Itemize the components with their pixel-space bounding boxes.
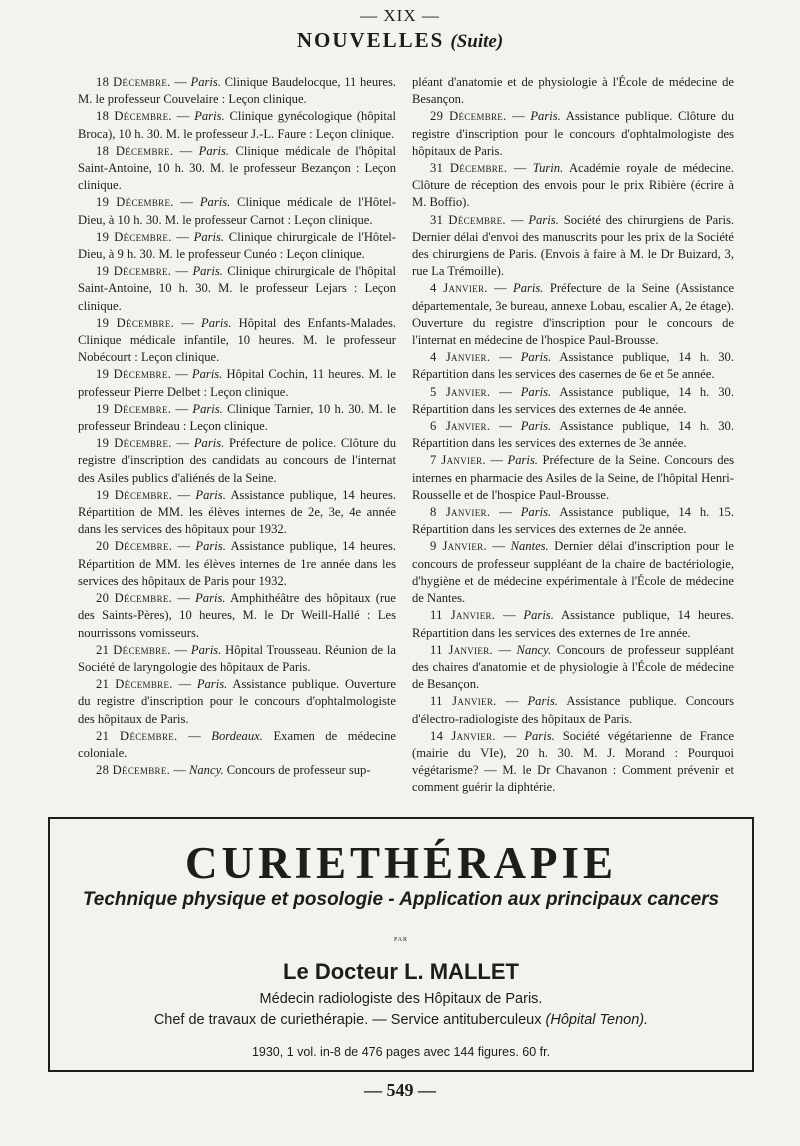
entry-date: 11 Janvier.	[430, 608, 496, 623]
entry-date: 18 Décembre.	[96, 143, 174, 158]
entry-text: Assistance publique, 14 h. 30. Répartition dans les services des casernes de 6e et 5e année.	[412, 350, 734, 382]
entry-date: 6 Janvier.	[430, 419, 491, 434]
entry-city: Paris.	[507, 453, 538, 468]
entry-date: 19 Décembre.	[96, 436, 172, 451]
news-entry: 20 Décembre. — Paris. Assistance publique, 14 heures. Répartition de MM. les élèves internes de 1re année dans les services des hôpitaux de Paris pour 1932.	[78, 539, 396, 588]
news-entry: 21 Décembre. — Bordeaux. Examen de médecine coloniale.	[78, 728, 397, 760]
entry-date: 19 Décembre.	[96, 264, 172, 279]
news-entry: 31 Décembre. — Paris. Société des chirurgiens de Paris. Dernier délai d'envoi des manuscrits pour les prix de la Société des chirurgiens de Paris. (Envois à faire à M. le Dr Buizard, 3, rue La Trémoille).	[412, 212, 734, 279]
entry-date: 31 Décembre.	[430, 212, 506, 227]
news-entry: 19 Décembre. — Paris. Hôpital Cochin, 11 heures. M. le professeur Pierre Delbet : Leçon clinique.	[78, 367, 397, 399]
entry-city: Paris.	[513, 281, 544, 296]
entry-date: 20 Décembre.	[96, 591, 173, 606]
entry-text: Assistance publique, 14 heures. Répartition dans les services des externes de 1re année.	[412, 608, 735, 640]
entry-date: 7 Janvier.	[430, 453, 486, 468]
news-entry: 19 Décembre. — Paris. Hôpital des Enfants-Malades. Clinique médicale infantile, 10 heures. M. le professeur Nobécourt : Leçon clinique.	[78, 315, 397, 365]
news-entry: 4 Janvier. — Paris. Préfecture de la Seine (Assistance départementale, 3e bureau, annexe Lobau, escalier A, 2e étage). Ouverture du registre d'inscription pour le concours de l'internat en médecine de l'hospice Paul-Brousse.	[412, 281, 734, 348]
advert-author-role	[50, 1012, 752, 1028]
section-title-suffix: (Suite)	[450, 31, 504, 52]
news-entry: 20 Décembre. — Paris. Amphithéâtre des hôpitaux (rue des Saints-Pères), 10 heures, M. le Dr Weill-Hallé : Les nourrissons vomisseurs.	[78, 591, 396, 640]
news-entry: 21 Décembre. — Paris. Hôpital Trousseau. Réunion de la Société de laryngologie des hôpitaux de Paris.	[78, 642, 396, 674]
entry-text: Assistance publique, 14 heures. Répartition de MM. les élèves internes de 2e, 3e, 4e année dans les services des hôpitaux pour 1932.	[78, 487, 396, 537]
entry-date: 11 Janvier.	[430, 642, 493, 657]
entry-city: Paris.	[530, 109, 561, 124]
entry-city: Paris.	[192, 401, 223, 416]
entry-text: Assistance publique, 14 heures. Répartition de MM. les élèves internes de 1re année dans les services des hôpitaux de Paris pour 1932.	[78, 539, 396, 588]
advert-par: PAR	[393, 937, 409, 943]
page-header-numeral: — XIX —	[360, 6, 440, 25]
entry-city: Paris.	[191, 367, 223, 382]
news-entry: 11 Janvier. — Nancy. Concours de professeur suppléant des chaires d'anatomie et de physiologie à l'École de médecine de Besançon.	[412, 642, 735, 692]
news-entry: 8 Janvier. — Paris. Assistance publique, 14 h. 15. Répartition dans les services des externes de 2e année.	[412, 505, 734, 537]
news-entry: 14 Janvier. — Paris. Société végétarienne de France (mairie du VIe), 20 h. 30. M. J. Morand : Pourquoi végétarisme? — M. le Dr Chavanon : Comment prévenir et comment guérir la diphtérie.	[412, 728, 734, 795]
news-entry: 11 Janvier. — Paris. Assistance publique. Concours d'électro-radiologiste des hôpitaux de Paris.	[412, 694, 734, 726]
news-entry: 19 Décembre. — Paris. Assistance publique, 14 heures. Répartition de MM. les élèves internes de 2e, 3e, 4e année dans les services des hôpitaux pour 1932.	[78, 487, 396, 537]
entry-text: Préfecture de la Seine (Assistance départementale, 3e bureau, annexe Lobau, escalier A, 2e étage). Ouverture du registre d'inscription pour le concours de l'internat en médecine de l'hospice Paul-Brousse.	[412, 281, 734, 348]
section-title-main: NOUVELLES	[296, 28, 445, 52]
entry-date: 14 Janvier.	[430, 728, 496, 743]
entry-date: 11 Janvier.	[430, 694, 497, 709]
news-entry: 7 Janvier. — Paris. Préfecture de la Seine. Concours des internes en pharmacie des Asiles de la Seine, de l'hôpital Henri-Rousselle et de l'hospice Paul-Brousse.	[412, 453, 735, 502]
entry-city: Nancy.	[516, 642, 552, 657]
entry-text: Clinique gynécologique (hôpital Broca), 10 h. 30. M. le professeur J.-L. Faure : Leçon clinique.	[78, 109, 396, 141]
entry-text: Clinique médicale de l'hôpital Saint-Antoine, 10 h. 30. M. le professeur Bezançon : Leçon clinique.	[78, 143, 397, 193]
entry-city: Paris.	[190, 642, 222, 657]
entry-city: Paris.	[195, 591, 226, 606]
entry-text: Assistance publique. Ouverture du registre d'inscription pour le concours d'ophtalmologiste des hôpitaux de Paris.	[78, 677, 396, 726]
news-entry: 21 Décembre. — Paris. Assistance publique. Ouverture du registre d'inscription pour le concours d'ophtalmologiste des hôpitaux de Paris.	[78, 677, 396, 726]
entry-city: Paris.	[190, 75, 221, 89]
entry-date: 9 Janvier.	[430, 539, 487, 554]
advert-role-hospital: (Hôpital Tenon).	[545, 1012, 649, 1028]
section-title	[0, 28, 800, 53]
entry-date: 8 Janvier.	[430, 505, 491, 520]
entry-date: 19 Décembre.	[96, 367, 172, 382]
entry-date: 19 Décembre.	[96, 401, 172, 416]
advert-author: Le Docteur L. MALLET	[283, 959, 519, 984]
entry-date: 21 Décembre.	[96, 677, 173, 692]
news-entry: 31 Décembre. — Turin. Académie royale de médecine. Clôture de réception des envois pour le prix Ribière (écrire à M. Boffio).	[412, 161, 734, 210]
entry-text: Préfecture de police. Clôture du registre d'inscription des candidats au concours de l'internat des Asiles publics d'aliénés de la Seine.	[78, 436, 397, 485]
entry-text: Clinique chirurgicale de l'Hôtel-Dieu, à 9 h. 30. M. le professeur Cunéo : Leçon clinique.	[78, 229, 397, 262]
entry-city: Paris.	[195, 487, 226, 502]
news-entry: 29 Décembre. — Paris. Assistance publique. Clôture du registre d'inscription pour le concours d'ophtalmologiste des hôpitaux de Paris.	[412, 109, 734, 158]
entry-text: Assistance publique, 14 h. 30. Répartition dans les services des externes de 3e année.	[412, 419, 734, 451]
entry-text: Dernier délai d'inscription pour le concours de professeur suppléant de la chaire de bactériologie, d'hygiène et de médecine expérimentale à l'École de médecine de Nantes.	[412, 539, 734, 606]
entry-city: Paris.	[201, 315, 232, 330]
entry-date: 4 Janvier.	[430, 350, 491, 365]
entry-text: Clinique médicale de l'Hôtel-Dieu, à 10 h. 30. M. le professeur Carnot : Leçon clinique.	[78, 195, 396, 227]
entry-text: Clinique Tarnier, 10 h. 30. M. le professeur Brindeau : Leçon clinique.	[78, 401, 396, 434]
entry-city: Bordeaux.	[211, 728, 263, 743]
news-entry: 19 Décembre. — Paris. Clinique chirurgicale de l'Hôtel-Dieu, à 9 h. 30. M. le professeur Cunéo : Leçon clinique.	[78, 229, 397, 262]
entry-city: Paris.	[199, 195, 231, 210]
news-entry: 9 Janvier. — Nantes. Dernier délai d'inscription pour le concours de professeur suppléant de la chaire de bactériologie, d'hygiène et de médecine expérimentale à l'École de médecine de Nantes.	[412, 539, 734, 606]
entry-text: Clinique Baudelocque, 11 heures. M. le professeur Couvelaire : Leçon clinique.	[78, 75, 397, 107]
entry-date: 21 Décembre.	[96, 642, 171, 657]
entry-text: Hôpital Cochin, 11 heures. M. le professeur Pierre Delbet : Leçon clinique.	[78, 367, 397, 399]
news-entry: 5 Janvier. — Paris. Assistance publique, 14 h. 30. Répartition dans les services des externes de 4e année.	[412, 384, 734, 416]
news-entry: 19 Décembre. — Paris. Clinique Tarnier, 10 h. 30. M. le professeur Brindeau : Leçon clinique.	[78, 401, 396, 434]
entry-text: Préfecture de la Seine. Concours des internes en pharmacie des Asiles de la Seine, de l'hôpital Henri-Rousselle et de l'hospice Paul-Brousse.	[412, 453, 735, 502]
entry-city: Paris.	[194, 109, 225, 124]
advert-author-title: Médecin radiologiste des Hôpitaux de Paris.	[259, 991, 543, 1007]
entry-text: Assistance publique. Clôture du registre d'inscription pour le concours d'ophtalmologiste des hôpitaux de Paris.	[412, 109, 734, 158]
entry-city: Paris.	[520, 505, 552, 520]
right-news-column	[412, 74, 734, 797]
entry-city: Paris.	[523, 608, 554, 623]
entry-city: Paris.	[520, 384, 552, 399]
entry-city: Paris.	[192, 264, 223, 279]
entry-city: Paris.	[520, 350, 552, 365]
entry-text: Amphithéâtre des hôpitaux (rue des Saints-Pères), 10 heures, M. le Dr Weill-Hallé : Les nourrissons vomisseurs.	[78, 591, 396, 640]
entry-city: Paris.	[524, 728, 555, 743]
entry-date: 31 Décembre.	[430, 161, 508, 176]
entry-text: Société des chirurgiens de Paris. Dernier délai d'envoi des manuscrits pour les prix de la Société des chirurgiens de Paris. (Envois à faire à M. le Dr Buizard, 3, rue La Trémoille).	[412, 212, 734, 279]
entry-city: Paris.	[528, 212, 559, 227]
entry-text: Académie royale de médecine. Clôture de réception des envois pour le prix Ribière (écrire à M. Boffio).	[412, 161, 734, 210]
entry-date: 5 Janvier.	[430, 384, 491, 399]
entry-city: Paris.	[193, 436, 225, 451]
advert-role-text: Chef de travaux de curiethérapie. — Service antituberculeux	[153, 1012, 542, 1028]
entry-date: 19 Décembre.	[96, 315, 175, 330]
entry-date: 18 Décembre.	[96, 109, 172, 124]
entry-text: Concours de professeur sup-	[226, 763, 371, 778]
entry-text: Assistance publique, 14 h. 15. Répartition dans les services des externes de 2e année.	[412, 505, 734, 537]
entry-city: Paris.	[193, 229, 225, 244]
entry-date: 28 Décembre.	[96, 763, 171, 778]
entry-text: Examen de médecine coloniale.	[78, 728, 397, 760]
entry-date: 4 Janvier.	[430, 281, 488, 296]
news-entry: 28 Décembre. — Nancy. Concours de professeur sup-	[96, 763, 371, 778]
entry-city: Paris.	[195, 539, 226, 554]
left-news-column	[78, 74, 396, 779]
news-entry: 11 Janvier. — Paris. Assistance publique, 14 heures. Répartition dans les services des externes de 1re année.	[412, 608, 735, 640]
advert-publication-info: 1930, 1 vol. in-8 de 476 pages avec 144 figures. 60 fr.	[251, 1045, 551, 1059]
entry-date: 21 Décembre.	[96, 728, 178, 743]
entry-city: Paris.	[527, 694, 558, 709]
entry-text: Société végétarienne de France (mairie du VIe), 20 h. 30. M. J. Morand : Pourquoi végétarisme? — M. le Dr Chavanon : Comment prévenir et comment guérir la diphtérie.	[412, 728, 734, 795]
book-advertisement	[48, 817, 754, 1072]
entry-city: Paris.	[520, 419, 552, 434]
entry-text: Concours de professeur suppléant des chaires d'anatomie et de physiologie à l'École de médecine de Besançon.	[412, 642, 735, 692]
entry-text: Hôpital des Enfants-Malades. Clinique médicale infantile, 10 heures. M. le professeur Nobécourt : Leçon clinique.	[78, 315, 397, 365]
news-entry: 6 Janvier. — Paris. Assistance publique, 14 h. 30. Répartition dans les services des externes de 3e année.	[412, 419, 734, 451]
advert-title: CURIETHÉRAPIE	[184, 838, 618, 888]
entry-city: Paris.	[196, 677, 228, 692]
entry-text: Assistance publique, 14 h. 30. Répartition dans les services des externes de 4e année.	[412, 384, 734, 416]
news-entry: 4 Janvier. — Paris. Assistance publique, 14 h. 30. Répartition dans les services des casernes de 6e et 5e année.	[412, 350, 734, 382]
news-entry: 18 Décembre. — Paris. Clinique gynécologique (hôpital Broca), 10 h. 30. M. le professeur J.-L. Faure : Leçon clinique.	[78, 109, 396, 141]
advert-subtitle: Technique physique et posologie - Application aux principaux cancers	[82, 889, 720, 910]
entry-city: Nancy.	[188, 763, 224, 778]
entry-city: Nantes.	[510, 539, 549, 554]
continued-entry: pléant d'anatomie et de physiologie à l'École de médecine de Besançon.	[412, 75, 734, 107]
entry-date: 18 Décembre.	[96, 75, 171, 89]
page-number: — 549 —	[364, 1080, 436, 1100]
entry-date: 19 Décembre.	[96, 195, 174, 210]
entry-city: Turin.	[532, 161, 564, 176]
news-entry: 18 Décembre. — Paris. Clinique médicale de l'hôpital Saint-Antoine, 10 h. 30. M. le professeur Bezançon : Leçon clinique.	[78, 143, 397, 193]
news-entry: 18 Décembre. — Paris. Clinique Baudelocque, 11 heures. M. le professeur Couvelaire : Leçon clinique.	[78, 75, 397, 107]
entry-date: 20 Décembre.	[96, 539, 173, 554]
news-entry: 19 Décembre. — Paris. Clinique chirurgicale de l'hôpital Saint-Antoine, 10 h. 30. M. le professeur Lejars : Leçon clinique.	[78, 264, 396, 313]
entry-date: 29 Décembre.	[430, 109, 507, 124]
entry-text: Assistance publique. Concours d'électro-radiologiste des hôpitaux de Paris.	[412, 694, 734, 726]
entry-city: Paris.	[198, 143, 230, 158]
news-entry: 19 Décembre. — Paris. Préfecture de police. Clôture du registre d'inscription des candidats au concours de l'internat des Asiles publics d'aliénés de la Seine.	[78, 436, 397, 485]
entry-text: Clinique chirurgicale de l'hôpital Saint-Antoine, 10 h. 30. M. le professeur Lejars : Leçon clinique.	[78, 264, 396, 313]
entry-date: 19 Décembre.	[96, 229, 172, 244]
news-entry: 19 Décembre. — Paris. Clinique médicale de l'Hôtel-Dieu, à 10 h. 30. M. le professeur Carnot : Leçon clinique.	[78, 195, 396, 227]
entry-date: 19 Décembre.	[96, 487, 173, 502]
entry-text: Hôpital Trousseau. Réunion de la Société de laryngologie des hôpitaux de Paris.	[78, 642, 396, 674]
